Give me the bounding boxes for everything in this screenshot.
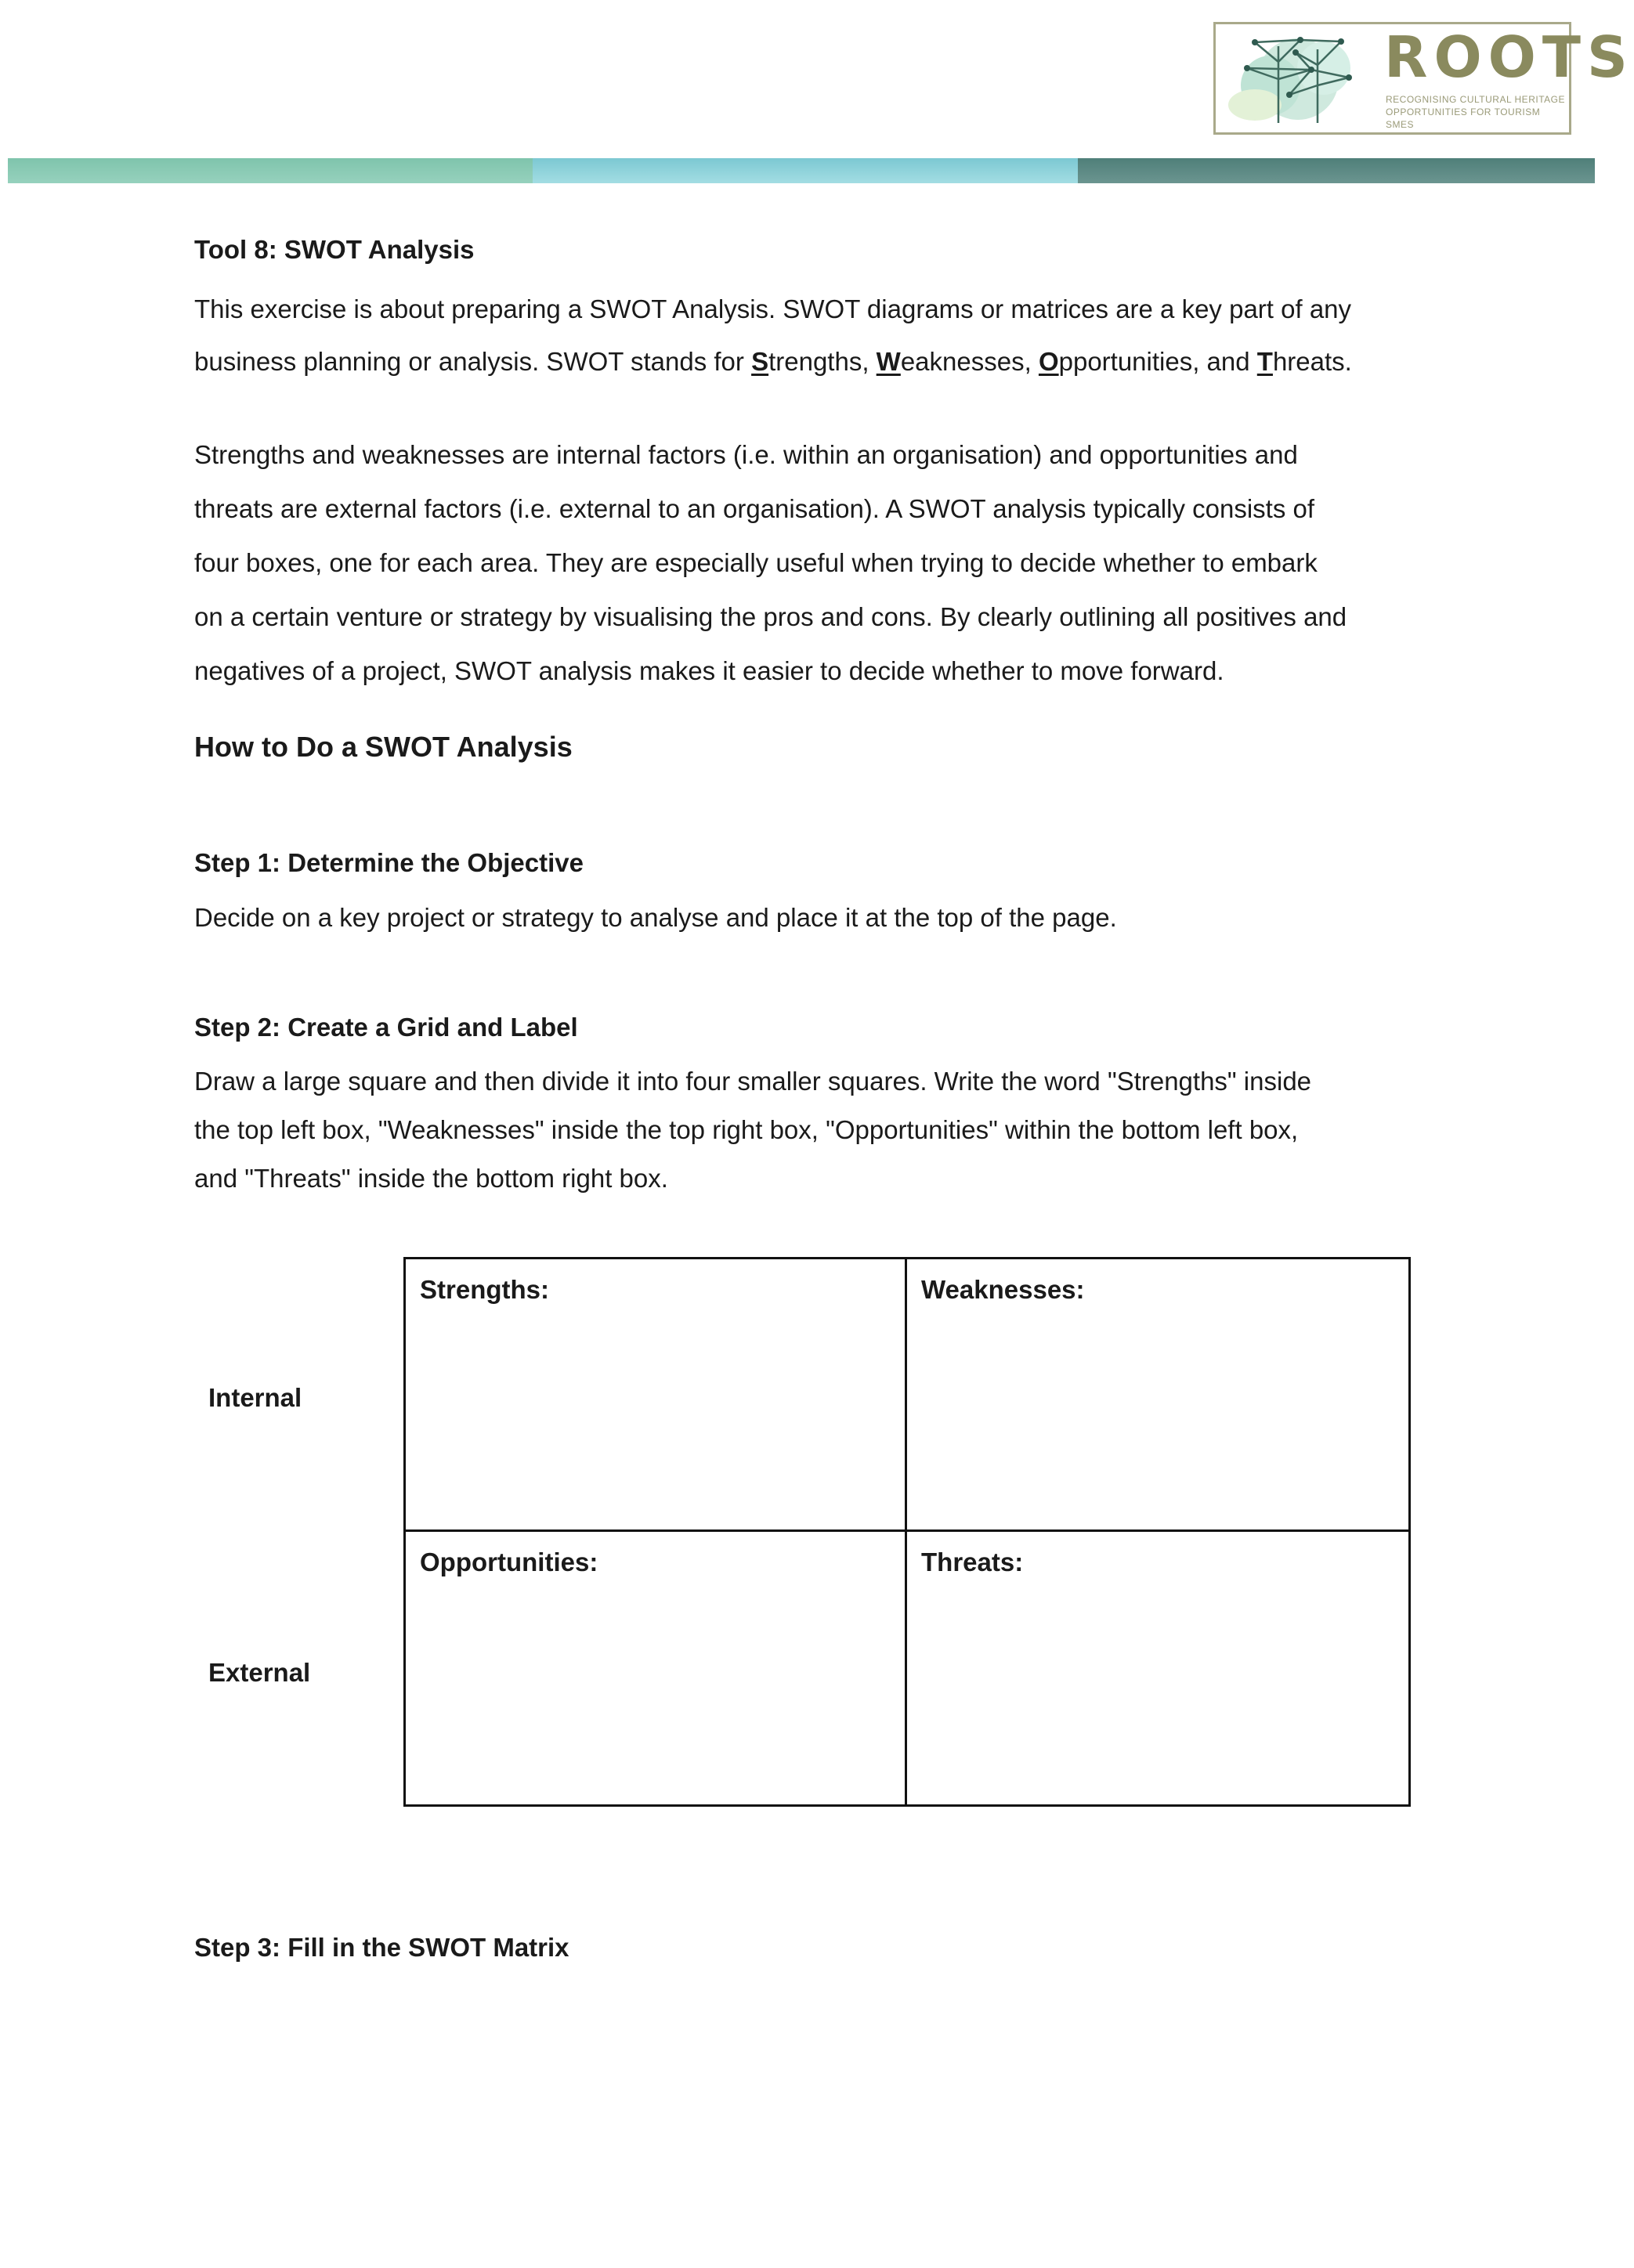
band-segment-dark-teal xyxy=(1078,158,1595,183)
threats-cell[interactable]: Threats: xyxy=(921,1548,1024,1576)
tree-network-logo-icon xyxy=(1224,31,1366,126)
step-2-line: and "Threats" inside the bottom right box. xyxy=(194,1164,668,1193)
row-label-internal: Internal xyxy=(208,1383,302,1412)
band-segment-green xyxy=(8,158,533,183)
band-segment-blue xyxy=(533,158,1078,183)
paragraph-line: Strengths and weaknesses are internal factors (i.e. within an organisation) and opportunities and xyxy=(194,440,1298,469)
step-1-text: Decide on a key project or strategy to analyse and place it at the top of the page. xyxy=(194,903,1117,932)
swot-letter-s: S xyxy=(751,347,769,376)
swot-word-w-rest: eaknesses, xyxy=(900,347,1039,376)
step-3-heading: Step 3: Fill in the SWOT Matrix xyxy=(194,1933,569,1962)
section-heading: How to Do a SWOT Analysis xyxy=(194,731,573,763)
weaknesses-cell[interactable]: Weaknesses: xyxy=(907,1259,1408,1532)
swot-word-t-rest: hreats. xyxy=(1272,347,1352,376)
swot-word-o-rest: pportunities, and xyxy=(1058,347,1257,376)
intro-line-2 xyxy=(194,347,1352,376)
paragraph-line: on a certain venture or strategy by visualising the pros and cons. By clearly outlining all positives and xyxy=(194,602,1347,631)
strengths-cell[interactable]: Strengths: xyxy=(406,1259,907,1532)
header-color-band xyxy=(8,158,1595,183)
intro-line-1: This exercise is about preparing a SWOT Analysis. SWOT diagrams or matrices are a key part of any xyxy=(194,294,1352,323)
page-title: Tool 8: SWOT Analysis xyxy=(194,235,475,264)
opportunities-cell[interactable]: Opportunities: xyxy=(406,1532,907,1804)
step-1-heading: Step 1: Determine the Objective xyxy=(194,848,584,877)
intro-line-2-prefix: business planning or analysis. SWOT stands for xyxy=(194,347,752,376)
swot-matrix xyxy=(403,1257,1411,1807)
row-label-external: External xyxy=(208,1658,311,1687)
swot-letter-w: W xyxy=(876,347,901,376)
paragraph-line: four boxes, one for each area. They are especially useful when trying to decide whether to embark xyxy=(194,548,1318,577)
logo-subtitle: RECOGNISING CULTURAL HERITAGE OPPORTUNITIES FOR TOURISM SMES xyxy=(1386,94,1565,130)
swot-word-s-rest: trengths, xyxy=(768,347,877,376)
paragraph-line: threats are external factors (i.e. external to an organisation). A SWOT analysis typically consists of xyxy=(194,494,1315,523)
paragraph-line: negatives of a project, SWOT analysis makes it easier to decide whether to move forward. xyxy=(194,656,1224,685)
step-2-line: the top left box, "Weaknesses" inside the top right box, "Opportunities" within the bottom left box, xyxy=(194,1115,1299,1144)
roots-logo xyxy=(1213,22,1634,135)
swot-letter-o: O xyxy=(1038,347,1059,376)
swot-letter-t: T xyxy=(1256,347,1273,376)
logo-title: ROOTS xyxy=(1384,24,1634,90)
step-2-line: Draw a large square and then divide it into four smaller squares. Write the word "Strengths" inside xyxy=(194,1067,1312,1096)
step-2-heading: Step 2: Create a Grid and Label xyxy=(194,1013,578,1042)
